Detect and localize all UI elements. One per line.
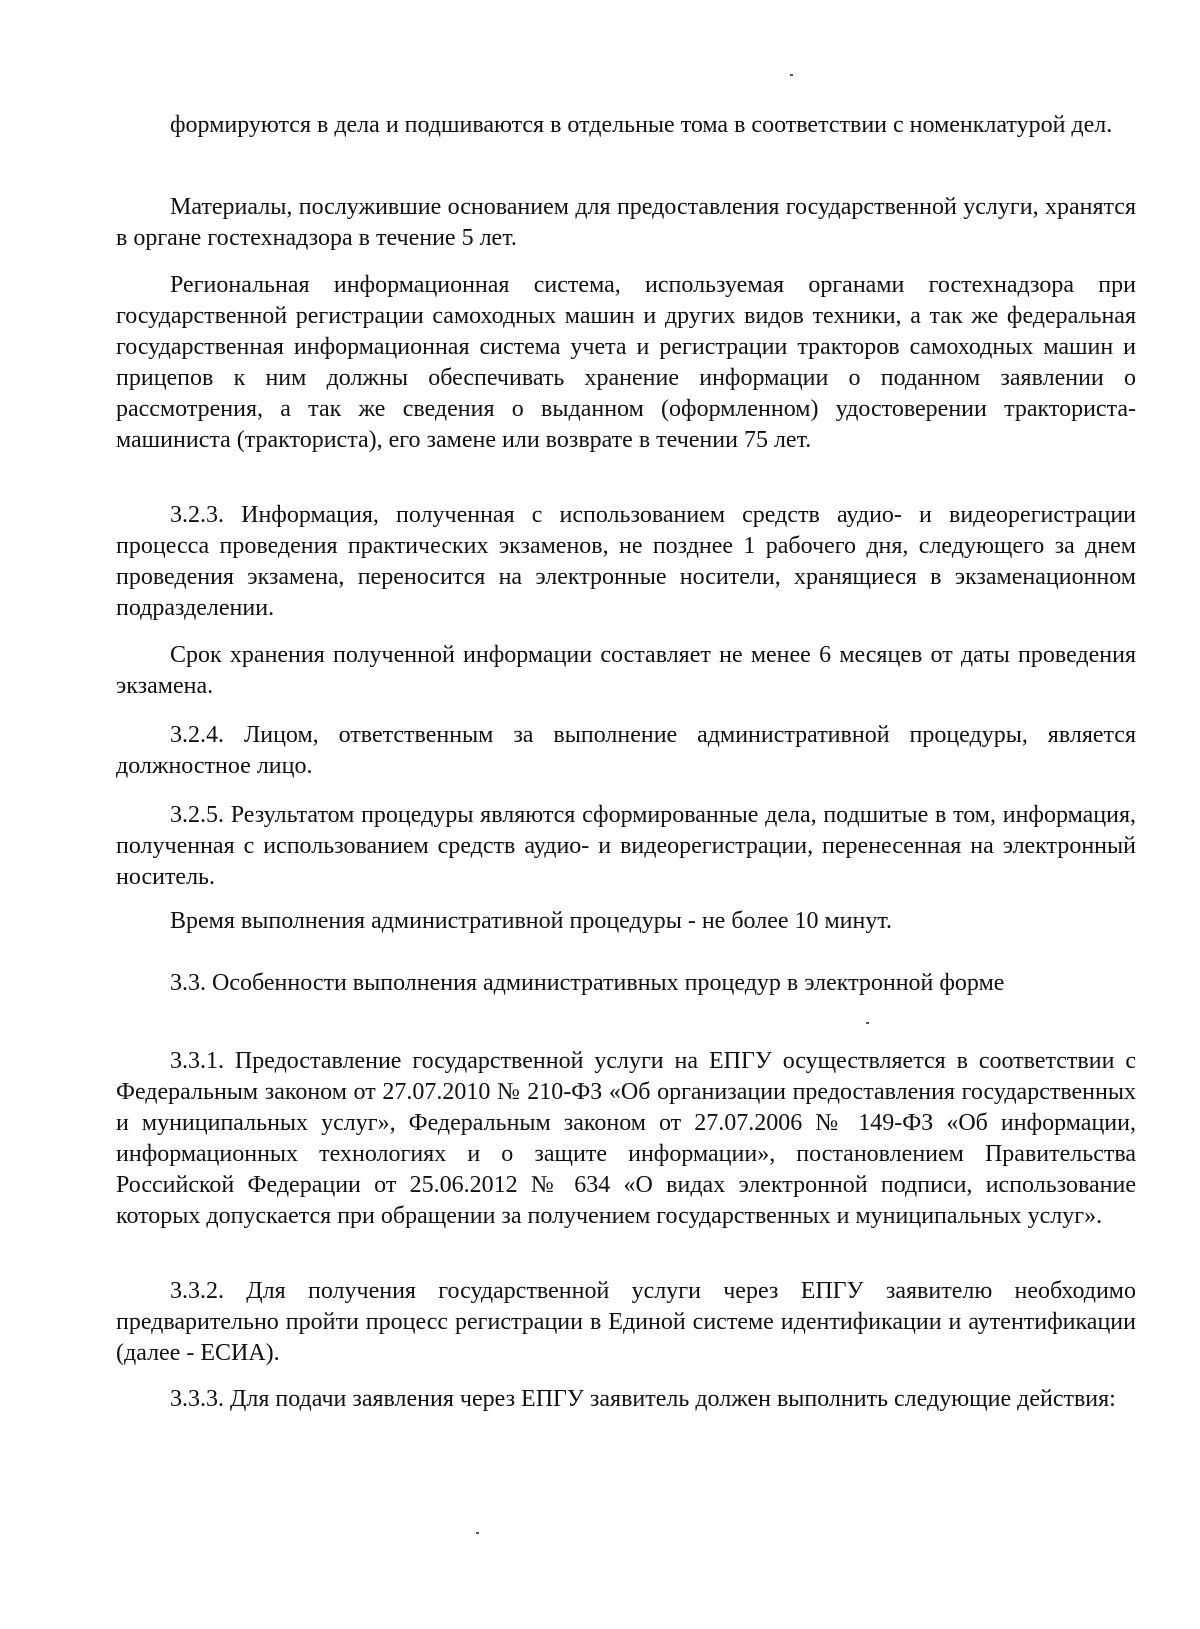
paragraph-materials-storage: Материалы, послужившие основанием для предоставления государственной услуги, хранятся в органе гостехнадзора в течение 5 лет. (116, 194, 1136, 251)
paragraph-regional-system: Региональная информационная система, используемая органами гостехнадзора при государственной регистрации самоходных машин и других видов техники, а так же федеральная государственная информационная система учета и регистрации тракторов самоходных машин и прицепов к ним должны обеспечивать хранение информации о поданном заявлении о рассмотрения, а так же сведения о выданном (оформленном) удостоверении тракториста-машиниста (тракториста), его замене или возврате в течении 75 лет. (116, 272, 1136, 453)
paragraph-case-formation: формируются в дела и подшиваются в отдельные тома в соответствии с номенклатурой дел. (170, 112, 1113, 138)
paragraph-storage-term: Срок хранения полученной информации составляет не менее 6 месяцев от даты проведения экзамена. (116, 642, 1136, 699)
paragraph-3-2-5: 3.2.5. Результатом процедуры являются сформированные дела, подшитые в том, информация, полученная с использованием средств аудио- и видеорегистрации, перенесенная на электронный носитель. (116, 802, 1136, 890)
paragraph-3-3-1: 3.3.1. Предоставление государственной услуги на ЕПГУ осуществляется в соответствии с Федеральным законом от 27.07.2010 № 210-ФЗ «Об организации предоставления государственных и муниципальных услуг», Федеральным законом от 27.07.2006 № 149-ФЗ «Об информации, информационных технологиях и о защите информации», постановлением Правительства Российской Федерации от 25.06.2012 № 634 «О видах электронной подписи, использование которых допускается при обращении за получением государственных и муниципальных услуг». (116, 1048, 1136, 1229)
scan-speck (790, 74, 793, 76)
paragraph-execution-time: Время выполнения административной процедуры - не более 10 минут. (170, 908, 893, 934)
paragraph-3-2-4: 3.2.4. Лицом, ответственным за выполнение административной процедуры, является должностное лицо. (116, 722, 1136, 779)
scan-speck (866, 1022, 869, 1024)
paragraph-3-3-heading: 3.3. Особенности выполнения административных процедур в электронной форме (170, 970, 1005, 996)
paragraph-3-3-2: 3.3.2. Для получения государственной услуги через ЕПГУ заявителю необходимо предварительно пройти процесс регистрации в Единой системе идентификации и аутентификации (далее - ЕСИА). (116, 1278, 1136, 1366)
paragraph-3-3-3: 3.3.3. Для подачи заявления через ЕПГУ заявитель должен выполнить следующие действия: (170, 1386, 1116, 1412)
paragraph-3-2-3: 3.2.3. Информация, полученная с использованием средств аудио- и видеорегистрации процесса проведения практических экзаменов, не позднее 1 рабочего дня, следующего за днем проведения экзамена, переносится на электронные носители, хранящиеся в экзаменационном подразделении. (116, 502, 1136, 621)
scan-speck (476, 1532, 479, 1534)
